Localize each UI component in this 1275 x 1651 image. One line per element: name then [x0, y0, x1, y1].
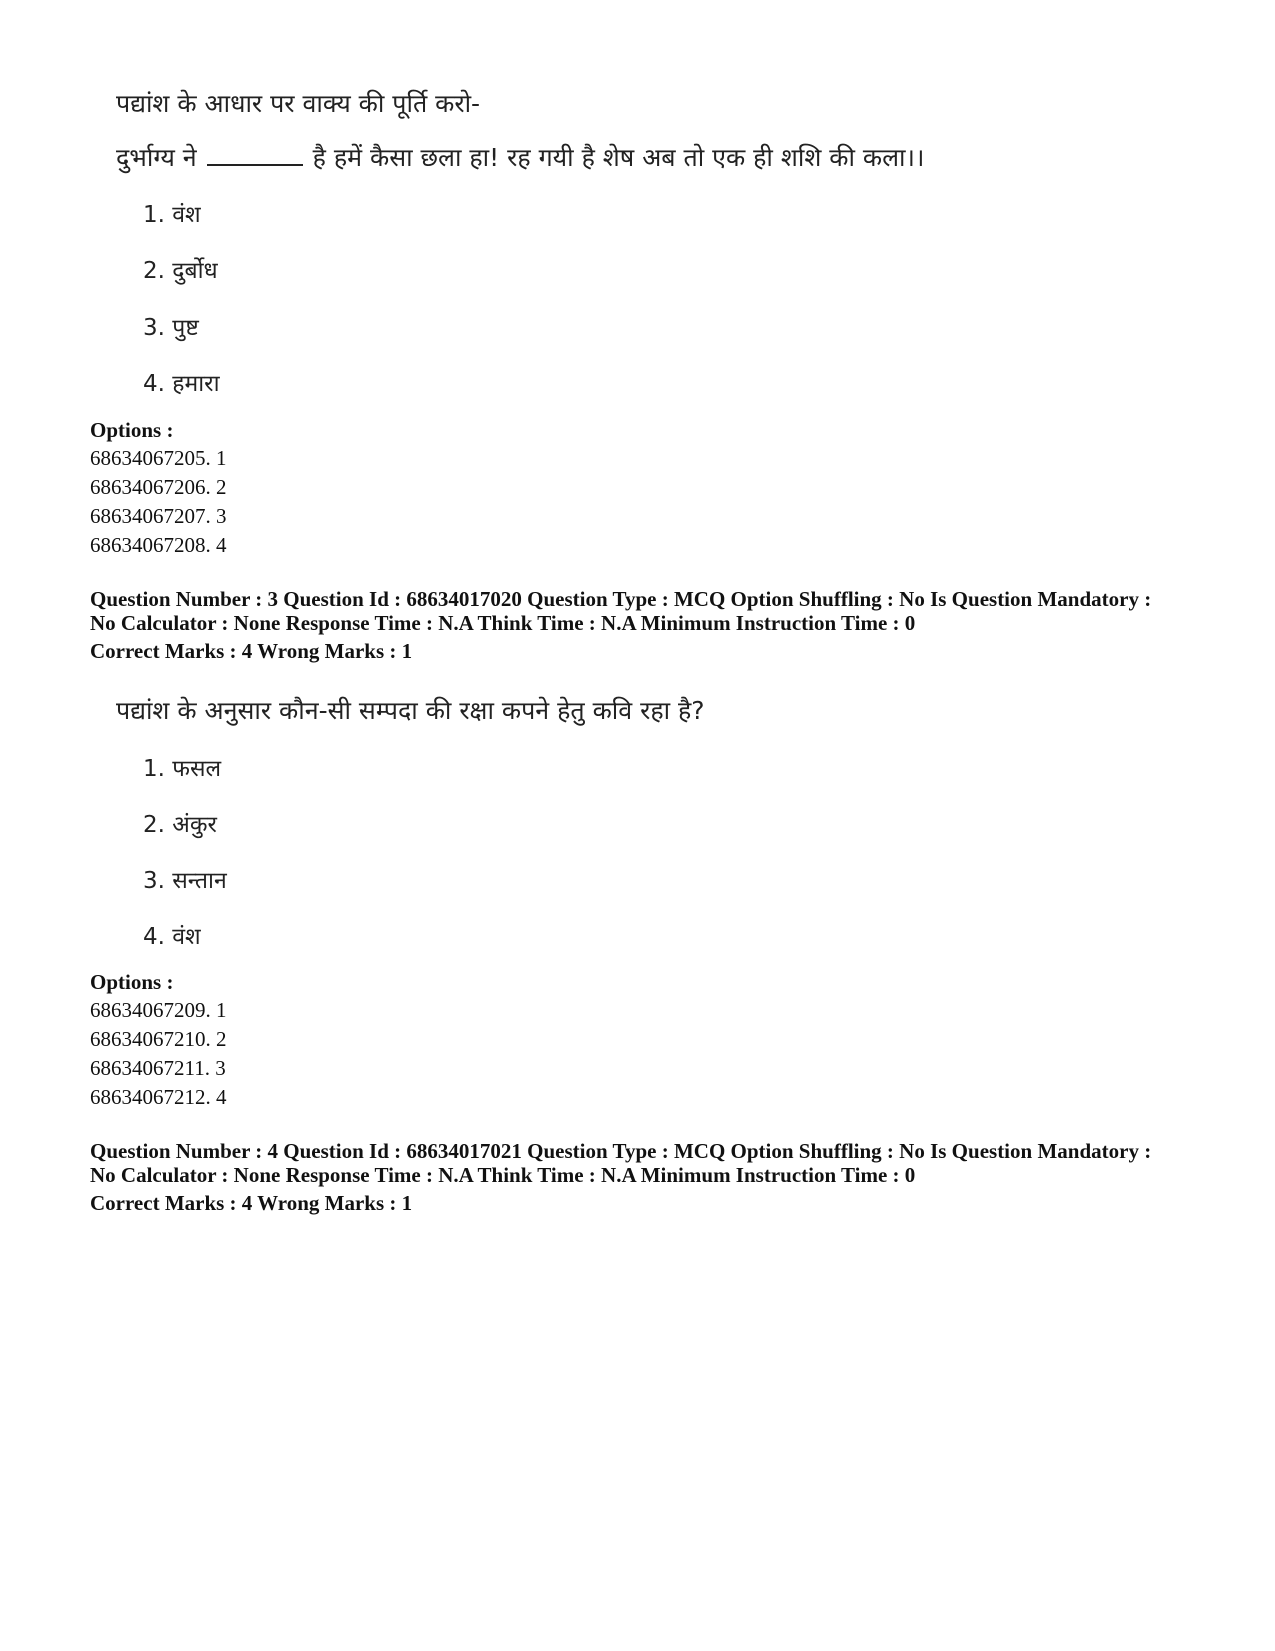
option-item: 68634067205. 1	[90, 446, 227, 470]
question2-instruction: पद्यांश के आधार पर वाक्य की पूर्ति करो-	[116, 89, 481, 118]
option-item: 68634067211. 3	[90, 1056, 226, 1080]
question2-choice-1: 1. वंश	[143, 202, 201, 228]
question2-choice-3: 3. पुष्ट	[143, 315, 199, 341]
option-item: 68634067207. 3	[90, 504, 227, 528]
question2-choice-2: 2. दुर्बोध	[143, 258, 218, 284]
question4-meta-line1: Question Number : 4 Question Id : 68634017021 Question Type : MCQ Option Shuffling : No Is Question Mandatory :	[90, 1139, 1152, 1163]
question4-meta	[90, 1139, 1210, 1215]
question2-options-label: Options :	[90, 418, 174, 442]
question4-meta-line2: No Calculator : None Response Time : N.A Think Time : N.A Minimum Instruction Time : 0	[90, 1163, 916, 1187]
option-item: 68634067208. 4	[90, 533, 227, 557]
question3-choice-4: 4. वंश	[143, 924, 201, 950]
question2-choice-4: 4. हमारा	[143, 371, 220, 397]
question3-options-label: Options :	[90, 970, 174, 994]
question2-options-list	[90, 444, 227, 560]
sentence-after: है हमें कैसा छला हा! रह गयी है शेष अब तो एक ही शशि की कला।।	[312, 143, 925, 172]
fill-blank	[207, 160, 303, 166]
question3-marks: Correct Marks : 4 Wrong Marks : 1	[90, 639, 413, 663]
question4-marks: Correct Marks : 4 Wrong Marks : 1	[90, 1191, 413, 1215]
question3-choice-1: 1. फसल	[143, 756, 222, 782]
option-item: 68634067209. 1	[90, 998, 227, 1022]
question3-choice-3: 3. सन्तान	[143, 868, 227, 894]
question3-meta	[90, 587, 1210, 663]
question3-choice-2: 2. अंकुर	[143, 812, 217, 838]
question3-text: पद्यांश के अनुसार कौन-सी सम्पदा की रक्षा कपने हेतु कवि रहा है?	[116, 696, 705, 725]
question3-meta-line1: Question Number : 3 Question Id : 68634017020 Question Type : MCQ Option Shuffling : No Is Question Mandatory :	[90, 587, 1152, 611]
option-item: 68634067212. 4	[90, 1085, 227, 1109]
question3-meta-line2: No Calculator : None Response Time : N.A Think Time : N.A Minimum Instruction Time : 0	[90, 611, 916, 635]
question2-sentence	[116, 140, 924, 174]
option-item: 68634067206. 2	[90, 475, 227, 499]
question3-options-list	[90, 996, 227, 1112]
sentence-before: दुर्भाग्य ने	[116, 143, 197, 172]
option-item: 68634067210. 2	[90, 1027, 227, 1051]
